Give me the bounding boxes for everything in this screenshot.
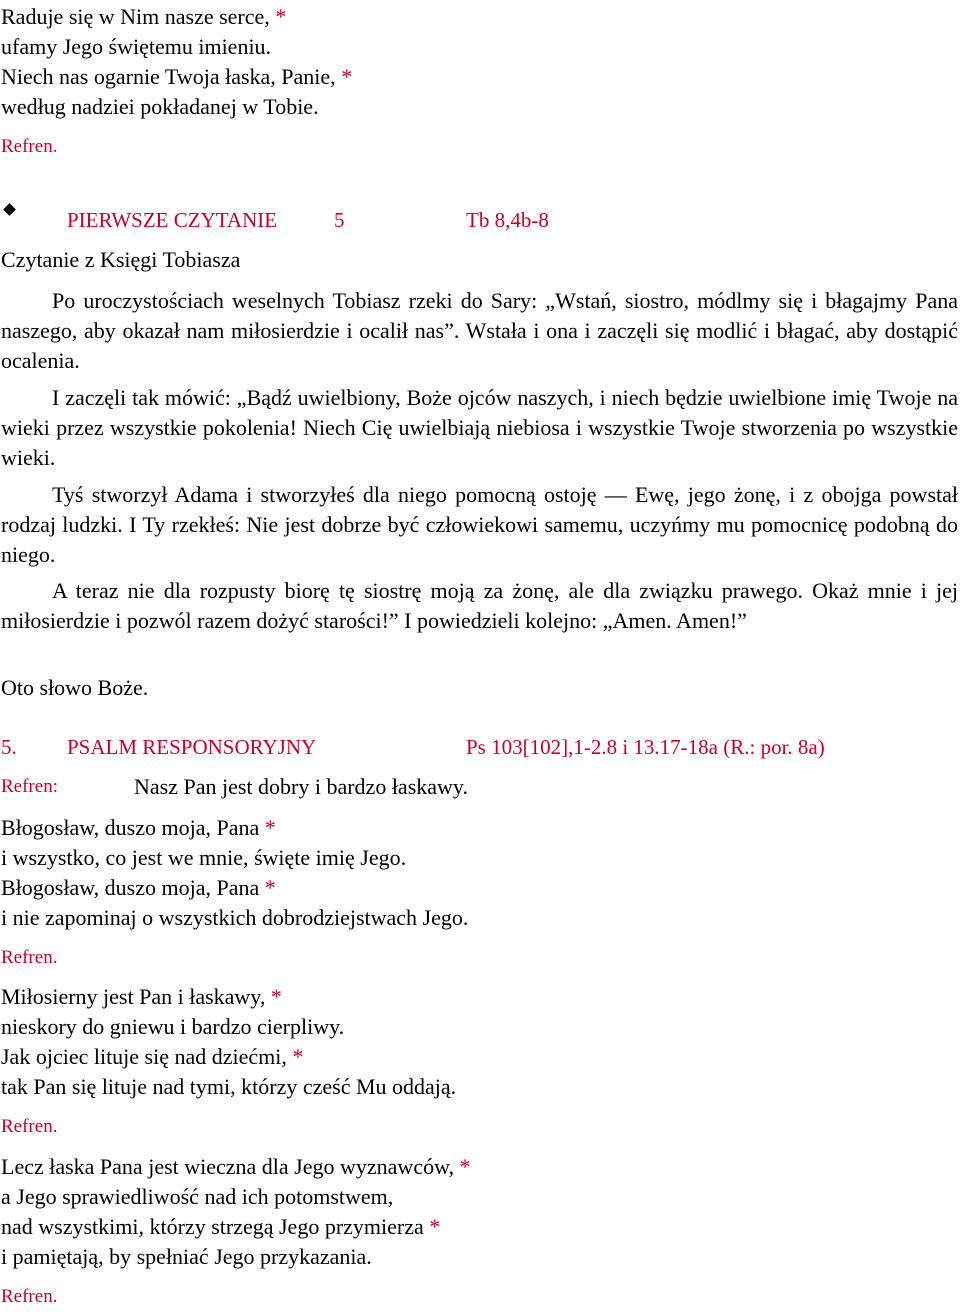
psalm-reference: Ps 103[102],1-2.8 i 13.17-18a (R.: por. 8a) bbox=[466, 735, 825, 759]
psalm-line: nad wszystkimi, którzy strzegą Jego przymierza * bbox=[1, 1214, 441, 1239]
reading-title: PIERWSZE CZYTANIE bbox=[67, 208, 278, 232]
verse-line: Raduje się w Nim nasze serce, * bbox=[1, 4, 287, 29]
refren-label: Refren. bbox=[1, 947, 58, 968]
reading-reference: Tb 8,4b-8 bbox=[466, 208, 549, 232]
reading-intro: Czytanie z Księgi Tobiasza bbox=[1, 247, 241, 272]
psalm-line: Miłosierny jest Pan i łaskawy, * bbox=[1, 984, 282, 1009]
refrain-text: Nasz Pan jest dobry i bardzo łaskawy. bbox=[134, 774, 468, 799]
verse-star: * bbox=[264, 875, 276, 900]
refrain-label: Refren: bbox=[1, 776, 58, 797]
reading-paragraph: Tyś stworzył Adama i stworzyłeś dla niego pomocną ostoję — Ewę, jego żonę, i z obojga powstał rodzaj ludzki. I Ty rzekłeś: Nie jest dobrze być człowiekowi samemu, uczyńmy mu pomocnicę podobną do niego. bbox=[1, 482, 958, 567]
psalm-number: 5. bbox=[1, 735, 17, 759]
verse-star: * bbox=[429, 1214, 441, 1239]
reading-paragraph: I zaczęli tak mówić: „Bądź uwielbiony, Boże ojców naszych, i niech będzie uwielbione imię Twoje na wieki przez wszystkie pokolenia! Niech Cię uwielbiają niebiosa i wszystkie Twoje stworzenia po wszystkie wieki. bbox=[1, 385, 958, 470]
refren-label: Refren. bbox=[1, 1286, 58, 1307]
psalm-line: i nie zapominaj o wszystkich dobrodziejstwach Jego. bbox=[1, 905, 469, 930]
verse-star: * bbox=[459, 1154, 471, 1179]
reading-closing: Oto słowo Boże. bbox=[1, 675, 149, 700]
psalm-line: Lecz łaska Pana jest wieczna dla Jego wyznawców, * bbox=[1, 1154, 471, 1179]
refren-label: Refren. bbox=[1, 136, 58, 157]
reading-number: 5 bbox=[334, 208, 345, 232]
verse-star: * bbox=[275, 4, 287, 29]
psalm-line: Jak ojciec lituje się nad dziećmi, * bbox=[1, 1044, 304, 1069]
psalm-line: nieskory do gniewu i bardzo cierpliwy. bbox=[1, 1014, 345, 1039]
psalm-line: Błogosław, duszo moja, Pana * bbox=[1, 815, 276, 840]
verse-star: * bbox=[341, 64, 353, 89]
psalm-line: a Jego sprawiedliwość nad ich potomstwem, bbox=[1, 1184, 394, 1209]
verse-line: Niech nas ogarnie Twoja łaska, Panie, * bbox=[1, 64, 353, 89]
verse-star: * bbox=[264, 815, 276, 840]
diamond-bullet-icon bbox=[3, 203, 16, 216]
psalm-line: i pamiętają, by spełniać Jego przykazania. bbox=[1, 1244, 372, 1269]
psalm-line: Błogosław, duszo moja, Pana * bbox=[1, 875, 276, 900]
verse-star: * bbox=[270, 984, 282, 1009]
reading-paragraph: A teraz nie dla rozpusty biorę tę siostrę moją za żonę, ale dla związku prawego. Okaż mnie i jej miłosierdzie i pozwól razem dożyć starości!” I powiedzieli kolejno: „Amen. Amen!” bbox=[1, 578, 958, 633]
reading-paragraph: Po uroczystościach weselnych Tobiasz rzeki do Sary: „Wstań, siostro, módlmy się i błagajmy Pana naszego, aby okazał nam miłosierdzie i ocalił nas”. Wstała i ona i zaczęli się modlić i błagać, aby dostąpić ocalenia. bbox=[1, 288, 958, 373]
refren-label: Refren. bbox=[1, 1116, 58, 1137]
psalm-line: tak Pan się lituje nad tymi, którzy cześć Mu oddają. bbox=[1, 1074, 457, 1099]
verse-line: ufamy Jego świętemu imieniu. bbox=[1, 34, 272, 59]
verse-star: * bbox=[292, 1044, 304, 1069]
verse-line: według nadziei pokładanej w Tobie. bbox=[1, 94, 319, 119]
psalm-title: PSALM RESPONSORYJNY bbox=[67, 735, 317, 759]
psalm-line: i wszystko, co jest we mnie, święte imię Jego. bbox=[1, 845, 407, 870]
